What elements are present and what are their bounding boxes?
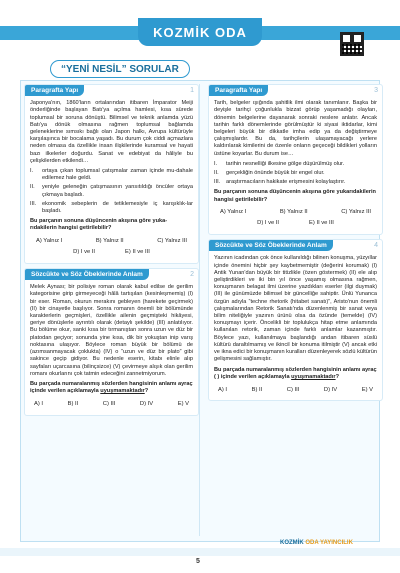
question-card-4 <box>208 239 383 401</box>
answer-option-c[interactable]: C) Yalnız III <box>341 208 371 215</box>
question-label: Paragrafta Yapı <box>209 85 268 96</box>
statement-item: I. tarihin nesnelliği ilkesine gölge düşürülmüş olur. <box>214 160 345 167</box>
answer-option-b[interactable]: B) II <box>251 386 263 393</box>
option-statements <box>30 168 193 215</box>
answer-option-e[interactable]: E) V <box>177 401 189 408</box>
answer-option-a[interactable]: A) I <box>34 401 44 408</box>
right-column <box>208 84 383 405</box>
statement-item: III. ekonomik sebeplerin de tetiklemesiyle iç karışıklık-lar başladı. <box>30 200 193 215</box>
brand-title: KOZMİK ODA <box>138 18 262 46</box>
qr-code-icon[interactable] <box>340 32 364 56</box>
question-label: Paragrafta Yapı <box>25 85 84 96</box>
answer-option-a[interactable]: A) Yalnız I <box>220 208 247 215</box>
answer-option-e[interactable]: E) II ve III <box>125 248 150 255</box>
page-number: 5 <box>196 558 200 565</box>
answer-option-c[interactable]: C) Yalnız III <box>157 237 187 244</box>
answer-option-a[interactable]: A) I <box>218 386 228 393</box>
question-stem: Bu parçada numaralanmış sözlerden hangisinin anlamı ayraç içinde verilen açıklamayla uyuşmamaktadır? <box>30 380 193 395</box>
question-number: 2 <box>190 271 194 279</box>
question-card-2 <box>24 268 199 415</box>
answer-option-d[interactable]: D) I ve II <box>257 220 280 227</box>
footer-bar <box>0 548 400 556</box>
answer-option-d[interactable]: D) IV <box>323 386 338 393</box>
answer-options <box>30 398 193 409</box>
option-statements <box>214 161 377 187</box>
answer-option-c[interactable]: C) III <box>286 386 300 393</box>
question-stem: Bu parçada numaralanmış sözlerden hangisinin anlamı ayraç ( ) içinde verilen açıklamayla uyuşmamaktadır? <box>214 366 377 380</box>
answer-options <box>214 207 377 218</box>
question-label: Sözcükte ve Söz Öbeklerinde Anlam <box>209 240 333 251</box>
question-stem: Bu parçanın sonuna düşüncenin akışına göre yuka-rıdakilerin hangisi getirilebilir? <box>30 218 168 232</box>
passage-text: Tarih, belgeler ışığında şahitlik ilmi olarak tanımlanır. Başka bir deyişle tarihçi çoğunlukla bizzat görüp yaşamadığı olayları, dönemin belgelerine dayanarak sonraki neslere anlatır. Ancak tarihin farklı dönemlerinde görülmüştür ki siyasi iktidarlar, kimi belgeleri büyük bir dikkatle imha edip ya da değiştirmeye çalışmışlardır. Bu da, tarihçilerin ulaşamayacağı yerlere kaldırılarak kimilerini de özenle onların geçeceği bildikleri yolların üstüne koyarlar. Bu durum ise… <box>214 100 377 157</box>
passage-text: Melek Aynası; bir polisiye roman olarak kabul edilse de gerilim kategorisine girip girmeyeceği hâlâ tartışılan (kesinleşmemiş) (I) bir eser. Roman, okurun merakını gebleyen (harekete geçirmek) (II) bir cinayetle başlıyor. Sonra romanın önemli bir bölümünde karakterlerin geçmişleri, özellikle ailenin geçmişteki hikâyesi, geriye dönüşlerle ayrıntılı olarak (detaylı şekilde) (III) anlatılıyor. Bu bölüme okur, sanki kısa bir tırmanıştan sonra uzun ve düz bir platodan geçiyor; sonunda yine kısa, dik bir yokuştan inip varış noktasına ulaşıyor. Böylece roman büyük bir bölümü de (azımsanmayacak çoklukta) (IV) o “uzun ve düz bir plato” gibi sakince geçip gidiyor. Bu nedenle eserin, kitabı elinle alıp sayfaları uçarcasına (bilinçsizce) (V) çevirmeye alışık olan gerilim romanı okurlarını çok tatmin edeceğini zannetmiyorum. <box>30 284 193 377</box>
question-number: 1 <box>190 87 194 94</box>
passage-text: Japonya'nın, 1860'ların ortalarından itibaren İmparator Meiji önderliğinde başlayan Batı'ya açılma hamlesi, kısa sürede toplumsal bir soruna dönüştü. Bilimsel ve teknik anlamda yüzü Batı'ya dönük olmasına rağmen toplumsal bağlamda geleneklerine sımsıkı bağlı olan Japon halkı, Avrupa kültürüyle karşılaşınca bir bocalama yaşadı. Bu durum çok ciddi açmazlara neden olmasa da özellikle insan ilişkilerinde kuramsal ve hayati bazı ilkelerler doğurdu. Sanat ve edebiyat da hâliyle bu çelişkilerden etkilendi… <box>30 100 193 164</box>
answer-option-e[interactable]: E) II ve III <box>309 220 334 227</box>
question-card-1 <box>24 84 199 264</box>
section-title: “YENİ NESİL” SORULAR <box>50 60 190 78</box>
question-number: 3 <box>374 87 378 94</box>
answer-option-b[interactable]: B) II <box>67 401 79 408</box>
answer-option-d[interactable]: D) IV <box>139 401 154 408</box>
publisher-name: KOZMİK ODA YAYINCILIK <box>280 540 353 546</box>
question-card-3 <box>208 84 383 235</box>
answer-options <box>214 384 377 395</box>
answer-options-row2 <box>214 218 377 229</box>
statement-item: II. gerçekliğin önünde büyük bir engel olur. <box>214 170 325 177</box>
answer-option-d[interactable]: D) I ve II <box>73 248 96 255</box>
answer-options <box>30 236 193 247</box>
answer-option-a[interactable]: A) Yalnız I <box>36 237 63 244</box>
answer-options-row2 <box>30 247 193 258</box>
answer-option-e[interactable]: E) V <box>361 386 373 393</box>
statement-item: II. yeniyle geleneğin çatışmasının yansıtıldığı öncüler ortaya çıkmaya başladı. <box>30 184 193 198</box>
question-stem: Bu parçanın sonuna düşüncenin akışına göre yukarıdakilerin hangisi getirilebilir? <box>214 189 376 203</box>
question-label: Sözcükte ve Söz Öbeklerinde Anlam <box>25 269 149 280</box>
passage-text: Yazının icadından çok önce kullanıldığı bilinen konuşma, yüzyıllar içinde önemini hiçbir şey kaybetmemiştir (değerini korumak) (I) Antik Yunan'dan büyük bir titizlikle (özen göstermek) (II) ele alıp geliştirdikleri ve iki bin yıl önce yaşamış olmasına rağmen, konuşmanın belagat ilmi üzerine yazdıkları eserler (ilgi duymak) (III) ile günümüzde bilimsel bir güncelliğe sahiptir. Ünlü Yunanca özgün adıyla “techne rhetorik (hitabet sanatı)”, Aristo'nun önemli çalışmalarından Retorik Sanatı'nda düzenlenmiş bir sanat veya bilim niteliğiyle yazının ürünü olsa da özünde (temelde) (IV) konuşmayı içerir. Öncelikli bir toplulukça hitap etme anlamında kullanılan retorik, zaman içinde farklı anlamlar kazanmıştır. Böylece yazı, kullanılmaya başlandığı andan itibaren süslü kültürü daraltılmamış ve ikincil bir konuma itilmiştir (V) ancak etki ve ikna edici bir konuşmanın kuralları düzenleyerek sözlü kültürün gelişmesini sağlamıştır. <box>214 255 377 363</box>
statement-item: III. araştırmacıların hakikate erişmesini kolaylaştırır. <box>214 179 346 186</box>
answer-option-c[interactable]: C) III <box>102 401 116 408</box>
statement-item: I. ortaya çıkan toplumsal çatışmalar zaman içinde mu-dahale edilemez hale geldi. <box>30 168 193 182</box>
column-divider <box>199 84 200 536</box>
left-column <box>24 84 199 420</box>
answer-option-b[interactable]: B) Yalnız II <box>95 237 124 244</box>
question-number: 4 <box>374 242 378 250</box>
answer-option-b[interactable]: B) Yalnız II <box>279 208 308 215</box>
